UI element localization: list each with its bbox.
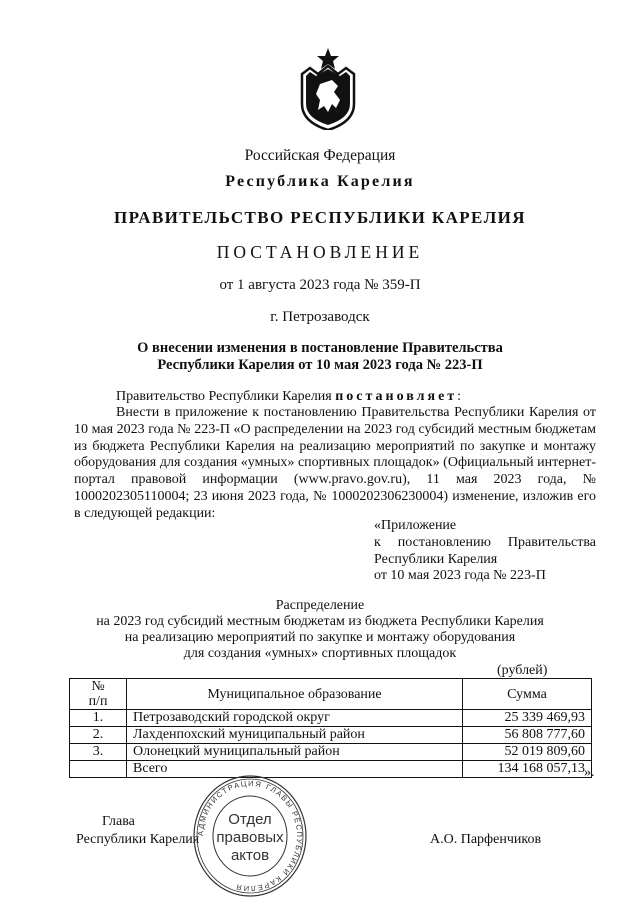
subject-line-2: Республики Карелия от 10 мая 2023 года № 223-П bbox=[157, 357, 483, 373]
stamp-line-2: правовых bbox=[216, 829, 284, 846]
currency-unit: (рублей) bbox=[497, 663, 548, 678]
signature-title-line-1: Глава bbox=[102, 814, 135, 829]
distribution-heading bbox=[0, 598, 640, 662]
document-subject bbox=[0, 340, 640, 374]
row-municipality: Петрозаводский городской округ bbox=[127, 710, 463, 727]
total-label: Всего bbox=[127, 761, 463, 778]
total-sum: 134 168 057,13 bbox=[463, 761, 592, 778]
appendix-header bbox=[374, 518, 596, 585]
closing-quote: ». bbox=[584, 765, 595, 780]
country-name: Российская Федерация bbox=[244, 147, 396, 164]
header-sum: Сумма bbox=[463, 679, 592, 710]
table-total-row bbox=[70, 761, 592, 778]
subject-line-1: О внесении изменения в постановление Правительства bbox=[137, 340, 503, 356]
resolution-intro bbox=[74, 389, 596, 406]
document-city: г. Петрозаводск bbox=[270, 309, 370, 325]
intro-resolves: постановляет bbox=[335, 389, 458, 404]
stamp-ring-text: АДМИНИСТРАЦИЯ ГЛАВЫ РЕСПУБЛИКИ КАРЕЛИЯ bbox=[195, 778, 305, 894]
header-number: № п/п bbox=[70, 679, 127, 710]
table-header-row bbox=[70, 679, 592, 710]
table-row bbox=[70, 710, 592, 727]
appendix-line-1: «Приложение bbox=[374, 518, 457, 533]
document-type: ПОСТАНОВЛЕНИЕ bbox=[216, 242, 424, 262]
stamp-line-3: актов bbox=[230, 847, 270, 864]
row-sum: 56 808 777,60 bbox=[463, 727, 592, 744]
appendix-line-2: к постановлению Правительства bbox=[374, 534, 596, 550]
row-municipality: Олонецкий муниципальный район bbox=[127, 744, 463, 761]
document-date-number: от 1 августа 2023 года № 359-П bbox=[219, 277, 421, 293]
table-row bbox=[70, 744, 592, 761]
official-stamp bbox=[192, 774, 308, 898]
header-municipality: Муниципальное образование bbox=[127, 679, 463, 710]
total-number-cell bbox=[70, 761, 127, 778]
row-sum: 25 339 469,93 bbox=[463, 710, 592, 727]
distribution-title: Распределение bbox=[275, 598, 365, 613]
resolution-paragraph: Внести в приложение к постановлению Правительства Республики Карелия от 10 мая 2023 года № 223-П «О распределении на 2023 год субсидий местным бюджетам из бюджета Республики Карелия на реализацию мероприятий по закупке и монтажу оборудования для создания «умных» спортивных площадок» (Официальный интернет-портал правовой информации (www.pravo.gov.ru), 11 мая 2023 года, № 1000202305110004; 23 июня 2023 года, № 1000202306230004) изменение, изложив его в следующей редакции: bbox=[74, 405, 596, 521]
distribution-line-3: для создания «умных» спортивных площадок bbox=[183, 646, 457, 661]
government-name: ПРАВИТЕЛЬСТВО РЕСПУБЛИКИ КАРЕЛИЯ bbox=[114, 208, 526, 227]
row-number: 3. bbox=[70, 744, 127, 761]
coat-of-arms-emblem bbox=[298, 48, 358, 130]
distribution-line-2: на реализацию мероприятий по закупке и монтажу оборудования bbox=[124, 630, 516, 645]
signature-title-line-2: Республики Карелия bbox=[76, 832, 200, 847]
table-row bbox=[70, 727, 592, 744]
distribution-line-1: на 2023 год субсидий местным бюджетам из бюджета Республики Карелия bbox=[96, 614, 544, 629]
subsidy-table bbox=[69, 678, 592, 778]
row-number: 2. bbox=[70, 727, 127, 744]
row-sum: 52 019 809,60 bbox=[463, 744, 592, 761]
signatory-name: А.О. Парфенчиков bbox=[430, 832, 542, 847]
appendix-line-4: от 10 мая 2023 года № 223-П bbox=[374, 568, 546, 584]
row-municipality: Лахденпохский муниципальный район bbox=[127, 727, 463, 744]
intro-suffix: : bbox=[457, 389, 462, 404]
row-number: 1. bbox=[70, 710, 127, 727]
stamp-line-1: Отдел bbox=[228, 811, 272, 828]
intro-prefix: Правительство Республики Карелия bbox=[116, 389, 336, 404]
republic-name: Республика Карелия bbox=[225, 173, 415, 190]
appendix-line-3: Республики Карелия bbox=[374, 551, 498, 567]
